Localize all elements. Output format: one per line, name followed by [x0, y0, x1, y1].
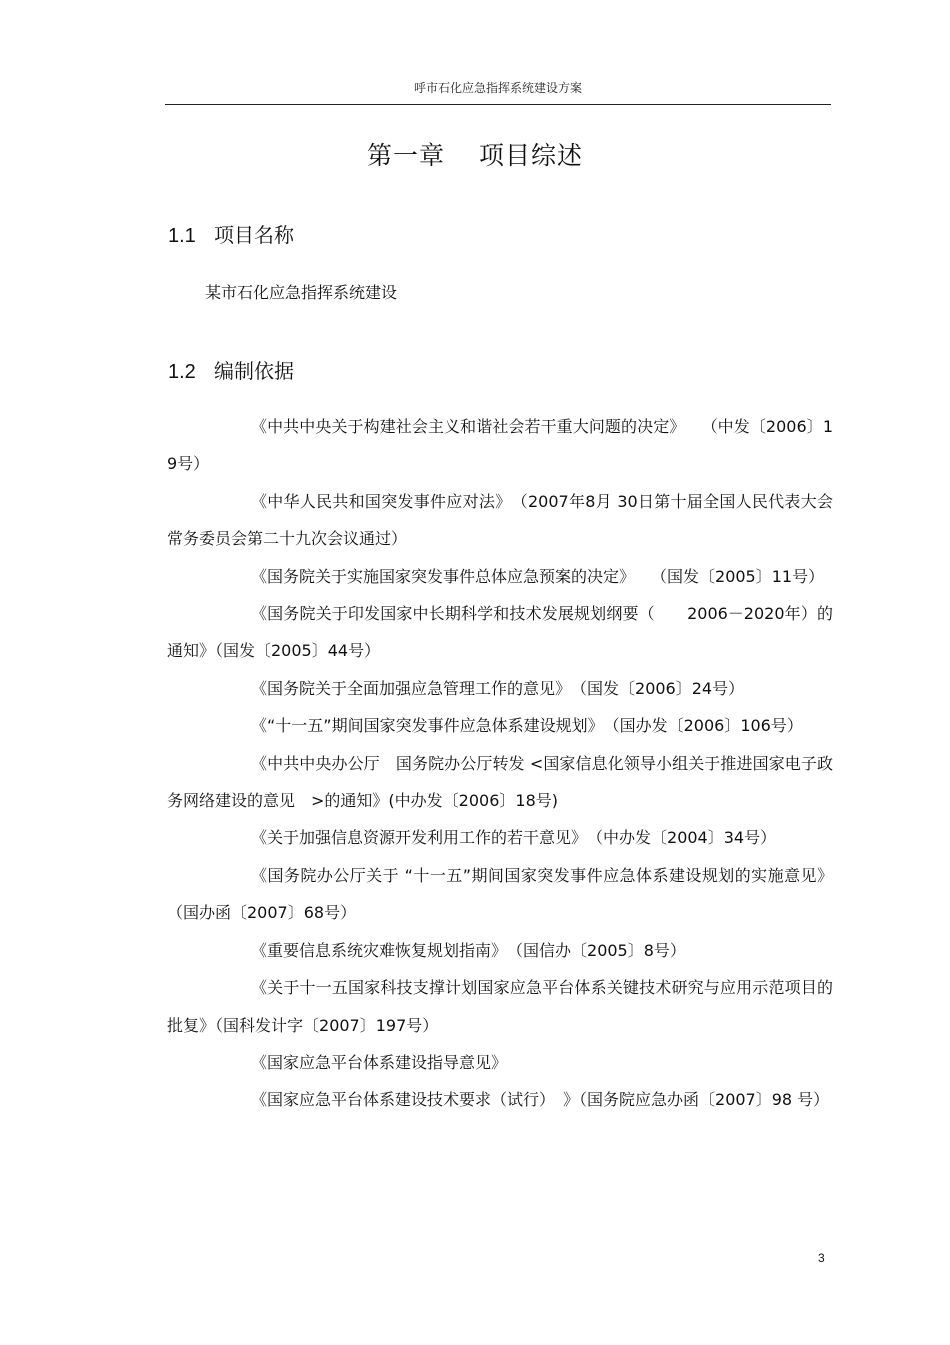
reference-list	[167, 408, 833, 1119]
reference-title: 《国务院关于印发国家中长期科学和技术发展规划纲要（	[251, 604, 655, 624]
reference-source: (中办发〔2006〕18号)	[388, 791, 558, 811]
reference-item	[167, 932, 833, 969]
reference-source: （2007年8月 30日第十届全国人民代表大会常务委员会第二十九次会议通过）	[167, 491, 833, 549]
reference-source: （国信办〔2005〕8号）	[499, 940, 686, 960]
reference-item	[167, 1044, 833, 1081]
page-number: 3	[818, 1251, 825, 1265]
reference-item	[167, 745, 833, 820]
reference-item	[167, 819, 833, 856]
chapter-label: 第一章	[366, 141, 445, 170]
reference-title: 《中共中央关于构建社会主义和谐社会若干重大问题的决定》	[251, 417, 678, 436]
reference-item	[167, 558, 833, 595]
reference-item	[167, 483, 833, 558]
reference-item	[167, 857, 833, 932]
reference-title: 《国务院关于实施国家突发事件总体应急预案的决定》	[251, 566, 628, 586]
running-title: 呼市石化应急指挥系统建设方案	[413, 81, 582, 95]
section-heading-1-1	[168, 220, 294, 251]
reference-title: 《中共中央办公厅 国务院办公厅转发 <国家信息化领导小组关于推进国家电子政务网络建设的意见 >的通知》	[167, 753, 833, 811]
chapter-name: 项目综述	[479, 141, 584, 170]
reference-title: 《国家应急平台体系建设技术要求（试行） 》	[251, 1090, 580, 1110]
reference-item	[167, 408, 833, 483]
section-number: 1.1	[168, 225, 196, 247]
section-heading-1-2	[168, 356, 294, 387]
reference-item	[167, 1081, 833, 1118]
reference-source: （国发〔2006〕24号）	[563, 678, 745, 698]
reference-title: 《关于加强信息资源开发利用工作的若干意见》	[251, 828, 580, 848]
reference-source: （中办发〔2004〕34号）	[579, 828, 777, 848]
reference-title: 《国务院办公厅关于 “十一五”期间国家突发事件应急体系建设规划的实施意见》	[251, 865, 833, 885]
reference-source: （中发〔2006〕19号）	[167, 417, 833, 474]
section-number: 1.2	[168, 361, 196, 383]
reference-source: （国办函〔2007〕68号）	[167, 903, 357, 923]
page-header	[165, 78, 831, 105]
reference-title: 《中华人民共和国突发事件应对法》	[251, 491, 504, 511]
reference-title: 《重要信息系统灾难恢复规划指南》	[251, 940, 500, 960]
reference-source: （国务院应急办函〔2007〕98 号）	[579, 1090, 830, 1110]
reference-title: 《国务院关于全面加强应急管理工作的意见》	[251, 678, 564, 698]
reference-item	[167, 707, 833, 744]
section-title-text: 项目名称	[214, 223, 294, 247]
reference-title: 《国家应急平台体系建设指导意见》	[251, 1052, 508, 1072]
reference-source: （国科发计字〔2007〕197号）	[215, 1015, 439, 1035]
reference-item	[167, 595, 833, 670]
reference-source: （国办发〔2006〕106号）	[595, 716, 803, 736]
reference-title: 《“十一五”期间国家突发事件应急体系建设规划》	[251, 716, 596, 736]
reference-title: 《关于十一五国家科技支撑计划国家应急平台体系关键技术研究与应用示范项目的批复》	[167, 978, 833, 1035]
reference-source: 2006－2020年）的通知》（国发〔2005〕44号）	[167, 604, 833, 661]
reference-source: （国发〔2005〕11号）	[627, 566, 825, 586]
reference-item	[167, 969, 833, 1044]
project-name: 某市石化应急指挥系统建设	[205, 283, 398, 302]
section-title-text: 编制依据	[214, 359, 294, 383]
chapter-title	[0, 138, 950, 174]
reference-item	[167, 670, 833, 707]
